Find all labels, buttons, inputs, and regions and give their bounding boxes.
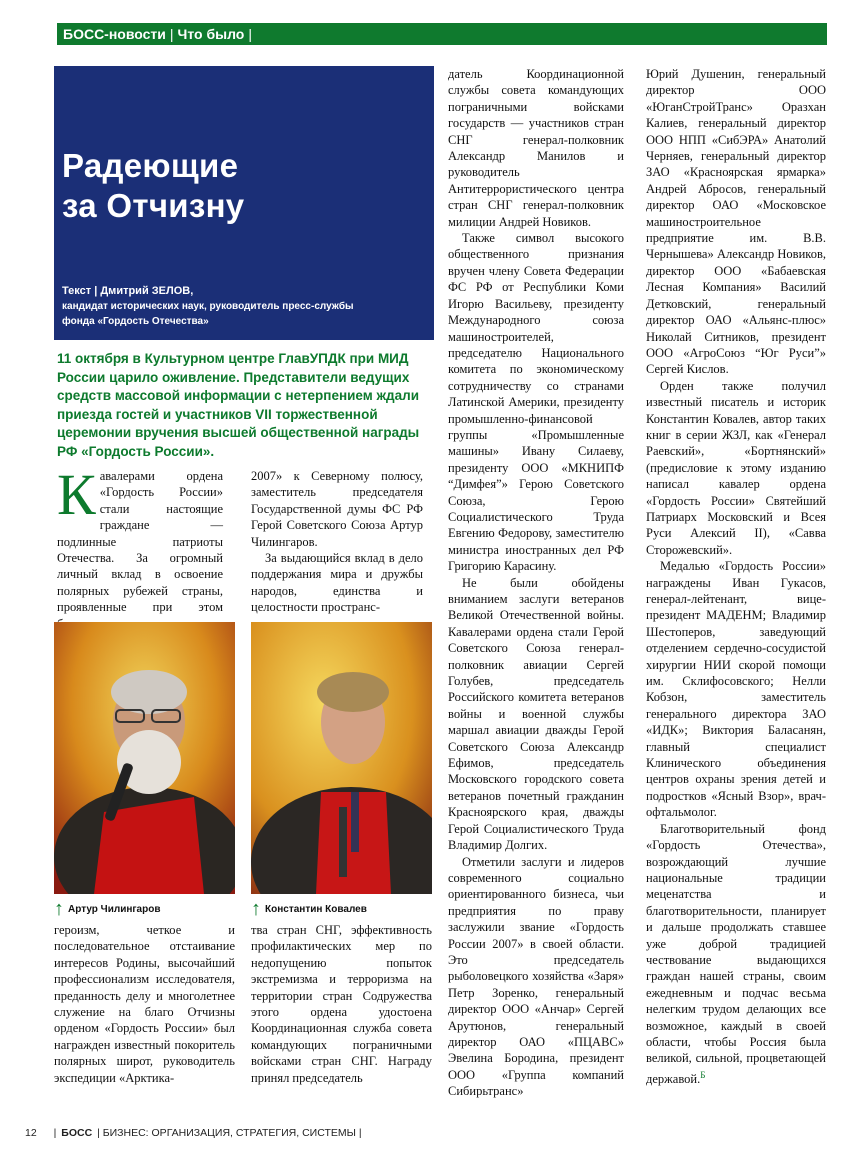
footer-brand: БОСС [61, 1127, 93, 1139]
column-2-top: 2007» к Северному полюсу, заместитель председателя Государственной думы ФС РФ Герой Советского Союза Артур Чилингаров. За выдающийся вклад в дело поддержания мира и дружбы народов, единства и целостности пространс- [251, 469, 423, 615]
drop-cap: К [57, 462, 96, 527]
column-4: Юрий Душенин, генеральный директор ООО «ЮганСтройТранс» Оразхан Калиев, генеральный директор ООО НПП «СибЭРА» Анатолий Черняев, генеральный директор ЗАО «Красноярская ярмарка» Андрей Абросов, генеральный директор ОАО «Московское машиностроительное предприятие им. В.В. Чернышева» Александр Новиков, директор ООО «Бабаевская Лесная Компания» Василий Детковский, генеральный директор ОАО «Альянс-плюс» Николай Ситников, президент ООО «АгроСоюз “Юг Руси”» Сергей Кислов. Орден также получил известный писатель и историк Константин Ковалев, автор таких книг в серии ЖЗЛ, как «Генерал Раевский», «Бортнянский» (предисловие к этому изданию написал кавалер ордена «Гордость России» Святейший Патриарх Московский и Всея Руси Алексий II), «Савва Сторожевский». Медалью «Гордость России» награждены Иван Гукасов, генерал-лейтенант, вице-президент МАДЕНМ; Владимир Шестоперов, заведующий отделением сердечно-сосудистой хирургии НИИ скорой помощи им. Склифосовского; Нелли Кобзон, заместитель генерального директора ЗАО «ИДК»; Виктория Баласанян, главный специалист Клинического объединения центров охраны зрения детей и подростков «Ясный Взор», врач-офтальмолог. Благотворительный фонд «Гордость Отечества», возрождающий лучшие национальные традиции меценатства и благотворительности, планирует и дальше продолжать ставшее уже доброй традицией чествование выдающихся граждан нашей страны, своим ежедневным и подчас весьма нелегким трудом делающих все возможное, каждый в своей области, чтобы Россия была великой, сильной, процветающей державой.$^Б$ [646, 67, 826, 1086]
page-footer: 12 | БОСС | БИЗНЕС: ОРГАНИЗАЦИЯ, СТРАТЕГИЯ, СИСТЕМЫ | [25, 1127, 362, 1139]
photo-chilingarov [54, 622, 235, 894]
section-header-bar: БОСС-новости | Что было | [57, 23, 827, 45]
portrait-illustration [251, 622, 432, 894]
caption-photo-1: ↑ Артур Чилингаров [54, 898, 161, 920]
column-2-bottom: тва стран СНГ, эффективность профилактических мер по недопущению попыток экстремизма и терроризма на территории стран Содружества этого ордена удостоена Координационная служба совета командующих пограничными войсками стран СНГ. Награду принял председатель [251, 923, 432, 1085]
column-1-bottom: героизм, четкое и последовательное отстаивание интересов Родины, высочайший профессионализм исследователя, преданность делу и многолетнее служение на благо Отчизны орденом «Гордость России» был награжден известный покоритель полярных широт, руководитель экспедиции «Арктика- [54, 923, 235, 1085]
column-1-top: Кавалерами ордена «Гордость России» стали настоящие граждане — подлинные патриоты Отечества. За огромный личный вклад в освоение полярных рубежей страны, проявленные при этом [57, 462, 223, 615]
column-3: датель Координационной службы совета командующих пограничными войсками государств — участников стран СНГ генерал-полковник Александр Манилов и руководитель Антитеррористического центра стран СНГ генерал-полковник милиции Андрей Новиков. Также символ высокого общественного признания вручен члену Совета Федерации ФС РФ от Республики Коми Игорю Васильеву, президенту Международного союза машиностроителей, председателю Национального комитета по экономическому сотрудничеству со странами Латинской Америки, президенту промышленно-финансовой группы «Промышленные машины» Ивану Силаеву, президенту ООО «МКНИПФ “Димфея”» Герою Советского Союза, Герою Социалистического Труда Евгению Федорову, заместителю министра иностранных дел РФ Григорию Карасину. Не были обойдены вниманием заслуги ветеранов Великой Отечественной войны. Кавалерами ордена стали Герой Советского Союза генерал-полковник авиации Сергей Голубев, председатель Российского комитета ветеранов войны и военной службы маршал авиации дважды Герой Советского Союза Александр Ефимов, председатель Московского городского совета ветеранов почетный гражданин Красноярского края, дважды Герой Социалистического Труда Владимир Долгих. Отметили заслуги и лидеров современного социально ориентированного бизнеса, чьи предприятия по праву заслужили звание «Гордость России 2007» в своей области. Это председатель рыболовецкого хозяйства «Заря» Петр Зоренко, генеральный директор ООО «Анчар» Сергей Арутюнов, генеральный директор ОАО «ПЦАВС» Эвелина Бородина, президент ООО «Группа компаний Сибирьтранс» [448, 67, 624, 1099]
photo-kovalev [251, 622, 432, 894]
author-credit: Текст | Дмитрий ЗЕЛОВ, кандидат исторических наук, руководитель пресс-службы фонда «Гордость Отечества» [62, 285, 354, 327]
up-arrow-icon: ↑ [54, 898, 64, 920]
end-mark: Б [700, 1069, 706, 1080]
article-title: Радеющие за Отчизну [62, 147, 245, 224]
page-number: 12 [25, 1127, 37, 1139]
section-label: БОСС-новости [63, 26, 166, 42]
title-block [54, 66, 434, 340]
section-sublabel: Что было [177, 26, 245, 42]
lead-paragraph: 11 октября в Культурном центре ГлавУПДК при МИД России царило оживление. Представители ведущих средств массовой информации с нетерпением ждали приезда гостей и участников VII торжественной церемонии вручения высшей общественной награды РФ «Гордость России». [57, 351, 420, 459]
portrait-illustration [54, 622, 235, 894]
caption-photo-2: ↑ Константин Ковалев [251, 898, 367, 920]
footer-tagline: БИЗНЕС: ОРГАНИЗАЦИЯ, СТРАТЕГИЯ, СИСТЕМЫ [102, 1127, 356, 1139]
up-arrow-icon: ↑ [251, 898, 261, 920]
